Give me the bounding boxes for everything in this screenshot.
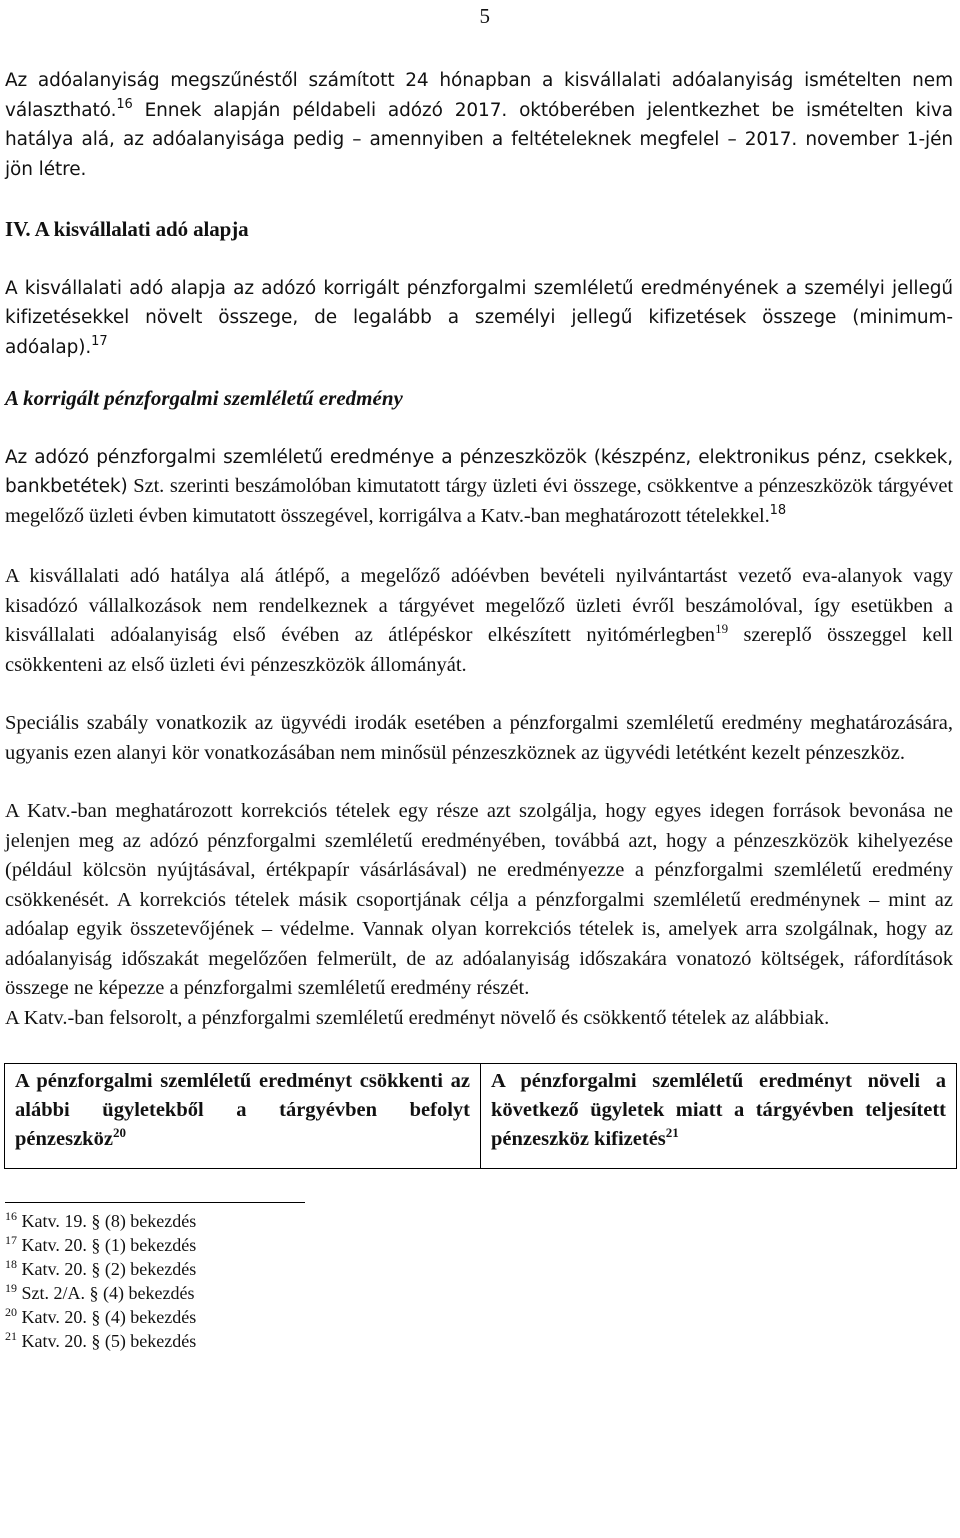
- footnote-item: [5, 1233, 953, 1257]
- footnote-text: Katv. 20. § (5) bekezdés: [21, 1331, 197, 1351]
- paragraph-4-text-a: A kisvállalati adó hatálya alá átlépő, a megelőző adóévben bevételi nyilvántartást vezető eva-alanyok vagy kisadózó vállalkozások nem rendelkeznek a tárgyévet megelőző üzleti évről beszámolóval, így esetükben a kisvállalati adóalanyiság első évében az átlépéskor elkészített nyitómérlegben: [5, 565, 953, 646]
- footnote-number: 16: [5, 1209, 17, 1223]
- footnote-number: 17: [5, 1233, 17, 1247]
- footnote-ref-21[interactable]: 21: [665, 1125, 679, 1140]
- footnote-item: [5, 1257, 953, 1281]
- table-cell-increase: [481, 1064, 957, 1169]
- section-heading-iv: IV. A kisvállalati adó alapja: [5, 217, 249, 241]
- footnote-text: Katv. 19. § (8) bekezdés: [21, 1211, 197, 1231]
- paragraph-4-text-b: szereplő összeggel kell csökkenteni az első üzleti évi pénzeszközök állományát.: [5, 624, 954, 676]
- footnote-ref-20[interactable]: 20: [112, 1125, 126, 1140]
- table-cell-decrease-text: A pénzforgalmi szemléletű eredményt csökkenti az alábbi ügyletekből a tárgyévben befolyt pénzeszköz: [15, 1070, 470, 1150]
- table-row: [5, 1064, 957, 1169]
- adjustments-table: [4, 1063, 957, 1169]
- footnote-item: [5, 1329, 953, 1353]
- footnote-item: [5, 1209, 953, 1233]
- footnote-number: 19: [5, 1281, 17, 1295]
- footnote-ref-16[interactable]: 16: [116, 96, 133, 112]
- footnote-number: 21: [5, 1329, 17, 1343]
- paragraph-6: A Katv.-ban meghatározott korrekciós tételek egy része azt szolgálja, hogy egyes idegen források bevonása ne jelenjen meg az adózó pénzforgalmi szemléletű eredményében, továbbá azt, hogy a pénzeszközök kihelyezése (például kölcsön nyújtásával, értékpapír vásárlásával) ne eredményezze a pénzforgalmi szemléletű eredmény csökkenését. A korrekciós tételek másik csoportjának célja a pénzforgalmi szemléletű eredménynek – mint az adóalap egyik összetevőjének – védelme. Vannak olyan korrekciós tételek is, amelyek arra szolgálnak, hogy az adóalanyiság időszakát megelőzően felmerült, de az adóalanyiság időszakára vonatozó költségek, ráfordítások összege ne képezze a pénzforgalmi szemléletű eredmény részét.: [5, 800, 953, 999]
- footnote-text: Katv. 20. § (4) bekezdés: [21, 1307, 197, 1327]
- footnotes: [5, 1209, 953, 1353]
- footnote-text: Katv. 20. § (2) bekezdés: [21, 1259, 197, 1279]
- paragraph-5: Speciális szabály vonatkozik az ügyvédi irodák esetében a pénzforgalmi szemléletű eredmény meghatározására, ugyanis ezen alanyi kör vonatkozásában nem minősül pénzeszköznek az ügyvédi letétként kezelt pénzeszköz.: [5, 712, 953, 764]
- footnote-ref-17[interactable]: 17: [91, 333, 108, 349]
- footnote-text: Katv. 20. § (1) bekezdés: [21, 1235, 197, 1255]
- table-cell-increase-text: A pénzforgalmi szemléletű eredményt növeli a következő ügyletek miatt a tárgyévben teljesített pénzeszköz kifizetés: [491, 1070, 946, 1150]
- paragraph-2: [5, 274, 953, 363]
- paragraph-3: [5, 443, 953, 532]
- paragraph-3-text-a: Az adózó pénzforgalmi szemléletű eredménye a pénzeszközök (készpénz, elektronikus pénz, csekkek, bankbetétek): [5, 446, 953, 497]
- footnote-number: 18: [5, 1257, 17, 1271]
- page-number: 5: [479, 4, 490, 28]
- footnote-item: [5, 1305, 953, 1329]
- footnote-number: 20: [5, 1305, 17, 1319]
- paragraph-1: [5, 66, 953, 184]
- paragraph-1-text-a: Az adóalanyiság megszűnéstől számított 24 hónapban a kisvállalati adóalanyiság ismételten nem választható.: [5, 70, 953, 121]
- paragraph-2-text: A kisvállalati adó alapja az adózó korrigált pénzforgalmi szemléletű eredményének a személyi jellegű kifizetésekkel növelt összege, de legalább a személyi jellegű kifizetések összege (minimum-adóalap).: [5, 277, 953, 358]
- paragraph-4: [5, 562, 953, 680]
- paragraph-1-text-b: Ennek alapján példabeli adózó 2017. októberében jelentkezhet be ismételten kiva hatálya alá, az adóalanyisága pedig – amennyiben a feltételeknek megfelel – 2017. november 1-jén jön létre.: [5, 99, 953, 180]
- footnote-item: [5, 1281, 953, 1305]
- paragraph-7: A Katv.-ban felsorolt, a pénzforgalmi szemléletű eredményt növelő és csökkentő tételek az alábbiak.: [5, 1006, 830, 1029]
- footnote-text: Szt. 2/A. § (4) bekezdés: [21, 1283, 195, 1303]
- document-page: [5, 0, 953, 1353]
- footnote-divider: [5, 1202, 305, 1203]
- subheading-korrigalt: A korrigált pénzforgalmi szemléletű eredmény: [5, 386, 403, 410]
- table-cell-decrease: [5, 1064, 481, 1169]
- footnote-ref-19[interactable]: 19: [715, 621, 729, 636]
- footnote-ref-18[interactable]: 18: [769, 502, 786, 518]
- paragraph-3-text-b: Szt. szerinti beszámolóban kimutatott tárgy üzleti évi összege, csökkentve a pénzeszközök tárgyévet megelőző üzleti évben kimutatott összegével, korrigálva a Katv.-ban meghatározott tételekkel.: [5, 475, 953, 527]
